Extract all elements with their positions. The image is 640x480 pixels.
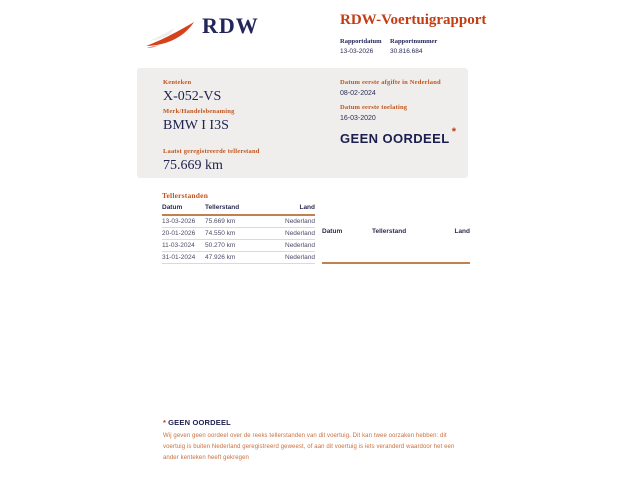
report-date-value: 13-03-2026	[340, 48, 374, 55]
cell-land: Nederland	[277, 228, 315, 240]
report-number-block	[390, 38, 437, 56]
verdict-text: GEEN OORDEEL	[340, 131, 450, 146]
report-meta	[340, 38, 510, 56]
cell-tellerstand: 75.669 km	[205, 215, 277, 228]
table-header-row	[322, 204, 470, 263]
afgifte-label: Datum eerste afgifte in Nederland	[340, 79, 441, 86]
vehicle-summary-card	[137, 68, 468, 178]
footnote-body: Wij geven geen oordeel over de reeks tellerstanden van dit voertuig. Dit kan twee oorzaken hebben: dit voertuig is buiten Nederland geregistreerd geweest, of aan dit voertuig is iets veranderd waardoor het een ander kenteken heeft gekregen	[163, 433, 455, 461]
toelating-value: 16-03-2020	[340, 115, 376, 122]
verdict-asterisk: *	[451, 126, 456, 138]
cell-tellerstand: 47.926 km	[205, 252, 277, 264]
merk-label: Merk/Handelsbenaming	[163, 108, 235, 115]
report-number-label: Rapportnummer	[390, 38, 438, 45]
table-row	[162, 240, 315, 252]
odometer-section	[162, 191, 470, 264]
cell-datum: 20-01-2026	[162, 228, 205, 240]
footnote	[163, 419, 468, 464]
tellerstand-label: Laatst geregistreerde tellerstand	[163, 148, 260, 155]
cell-land: Nederland	[277, 240, 315, 252]
col-header-datum: Datum	[322, 204, 372, 263]
rdw-logo-icon	[144, 20, 196, 48]
footnote-asterisk: *	[163, 418, 167, 427]
cell-tellerstand: 50.270 km	[205, 240, 277, 252]
col-header-tellerstand: Tellerstand	[205, 204, 277, 215]
table-row	[162, 252, 315, 264]
toelating-label: Datum eerste toelating	[340, 104, 408, 111]
cell-datum: 11-03-2024	[162, 240, 205, 252]
toelating-field	[340, 104, 458, 122]
cell-datum: 13-03-2026	[162, 215, 205, 228]
table-row	[162, 228, 315, 240]
summary-left-column	[163, 79, 333, 177]
tellerstand-value: 75.669 km	[163, 158, 223, 173]
cell-tellerstand: 74.550 km	[205, 228, 277, 240]
merk-value: BMW I I3S	[163, 118, 229, 133]
page-title: RDW-Voertuigrapport	[340, 12, 487, 28]
col-header-land: Land	[277, 204, 315, 215]
table-header-row	[162, 204, 315, 215]
report-number-value: 30.816.684	[390, 48, 423, 55]
odometer-section-title: Tellerstanden	[162, 191, 209, 200]
tellerstand-field	[163, 148, 333, 174]
merk-field	[163, 108, 333, 134]
footnote-heading	[163, 419, 468, 427]
report-date-label: Rapportdatum	[340, 38, 382, 45]
col-header-tellerstand: Tellerstand	[372, 204, 432, 263]
kenteken-value: X-052-VS	[163, 89, 222, 104]
odometer-table-primary	[162, 204, 315, 264]
afgifte-value: 08-02-2024	[340, 90, 376, 97]
cell-datum: 31-01-2024	[162, 252, 205, 264]
afgifte-field	[340, 79, 458, 97]
kenteken-label: Kenteken	[163, 79, 192, 86]
summary-right-column	[340, 79, 458, 146]
table-row	[162, 215, 315, 228]
odometer-tables	[162, 204, 470, 264]
col-header-land: Land	[432, 204, 470, 263]
rdw-wordmark: RDW	[202, 13, 259, 38]
report-date-block	[340, 38, 390, 56]
odometer-table-continuation	[322, 204, 470, 264]
cell-land: Nederland	[277, 215, 315, 228]
kenteken-field	[163, 79, 333, 105]
col-header-datum: Datum	[162, 204, 205, 215]
report-header	[340, 12, 510, 56]
footnote-title: GEEN OORDEEL	[168, 418, 231, 427]
cell-land: Nederland	[277, 252, 315, 264]
